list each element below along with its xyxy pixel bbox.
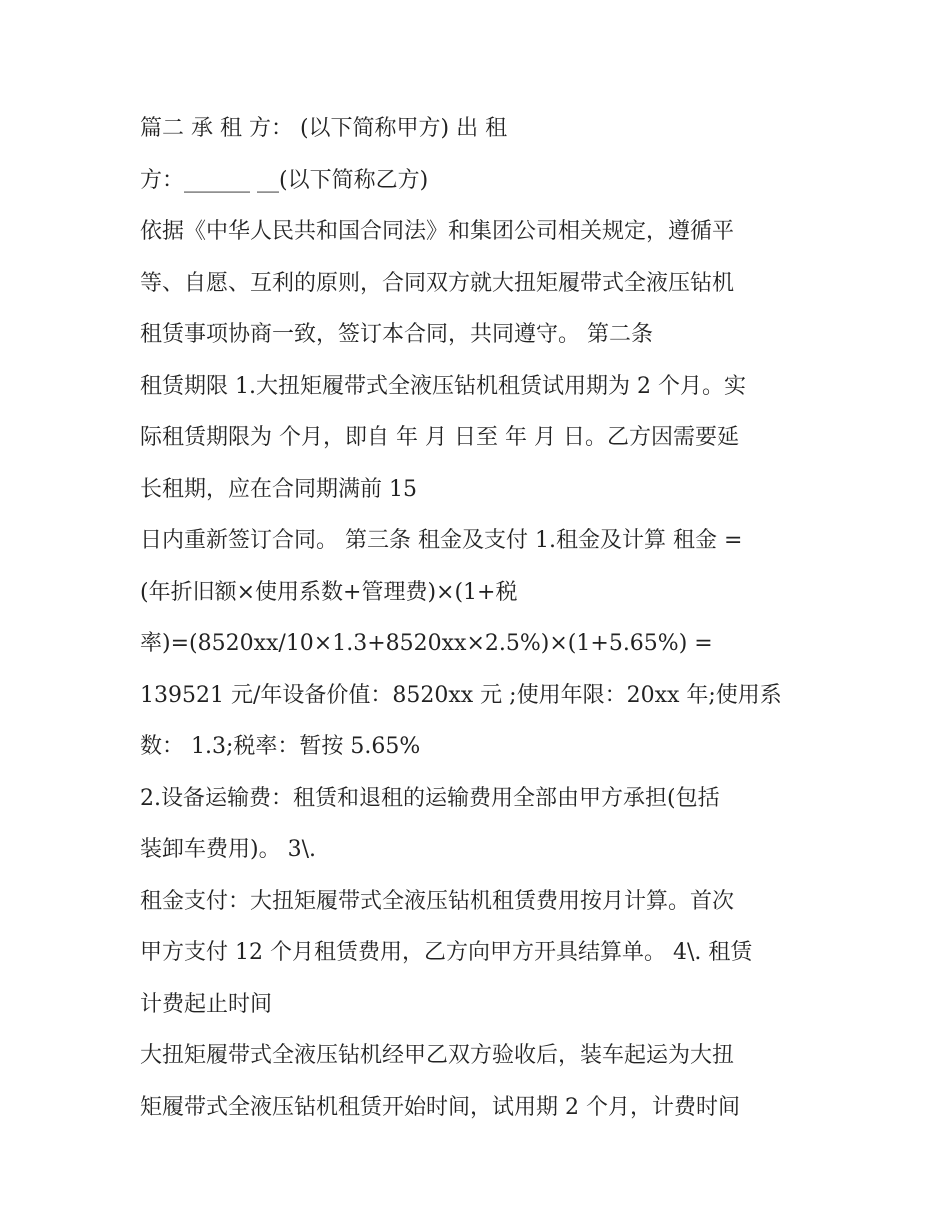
contract-text-body [140,107,820,1137]
text-line-9: 日内重新签订合同。 第三条 租金及支付 1.租金及计算 租金 = [140,528,743,553]
text-line-3: 依据《中华人民共和国合同法》和集团公司相关规定，遵循平 [140,219,735,244]
text-line-18: 计费起止时间 [140,991,273,1017]
text-line-14: 2.设备运输费：租赁和退租的运输费用全部由甲方承担(包括 [140,785,720,811]
text-line-10: (年折旧额×使用系数+管理费)×(1+税 [140,579,518,605]
text-line-5: 租赁事项协商一致，签订本合同，共同遵守。 第二条 [140,322,653,347]
text-line-7: 际租赁期限为 个月，即自 年 月 日至 年 月 日。乙方因需要延 [140,425,739,450]
text-line-2: 方：______ __(以下简称乙方) [140,167,429,193]
text-line-17: 甲方支付 12 个月租赁费用，乙方向甲方开具结算单。 4\. 租赁 [140,940,753,965]
text-line-8: 长租期，应在合同期满前 15 [140,476,417,502]
text-line-6: 租赁期限 1.大扭矩履带式全液压钻机租赁试用期为 2 个月。实 [140,373,746,399]
text-line-1: 篇二 承 租 方： (以下简称甲方) 出 租 [140,116,508,141]
text-line-15: 装卸车费用)。 3\. [140,837,316,862]
text-line-19: 大扭矩履带式全液压钻机经甲乙双方验收后，装车起运为大扭 [140,1043,735,1068]
text-line-4: 等、自愿、互利的原则，合同双方就大扭矩履带式全液压钻机 [140,270,735,296]
text-line-13: 数： 1.3;税率：暂按 5.65% [140,734,421,759]
text-line-12: 139521 元/年设备价值：8520xx 元 ;使用年限：20xx 年;使用系 [140,682,782,708]
text-line-20: 矩履带式全液压钻机租赁开始时间，试用期 2 个月，计费时间 [140,1094,740,1120]
text-line-11: 率)=(8520xx/10×1.3+8520xx×2.5%)×(1+5.65%) = [140,631,713,656]
text-line-16: 租金支付：大扭矩履带式全液压钻机租赁费用按月计算。首次 [140,888,735,914]
